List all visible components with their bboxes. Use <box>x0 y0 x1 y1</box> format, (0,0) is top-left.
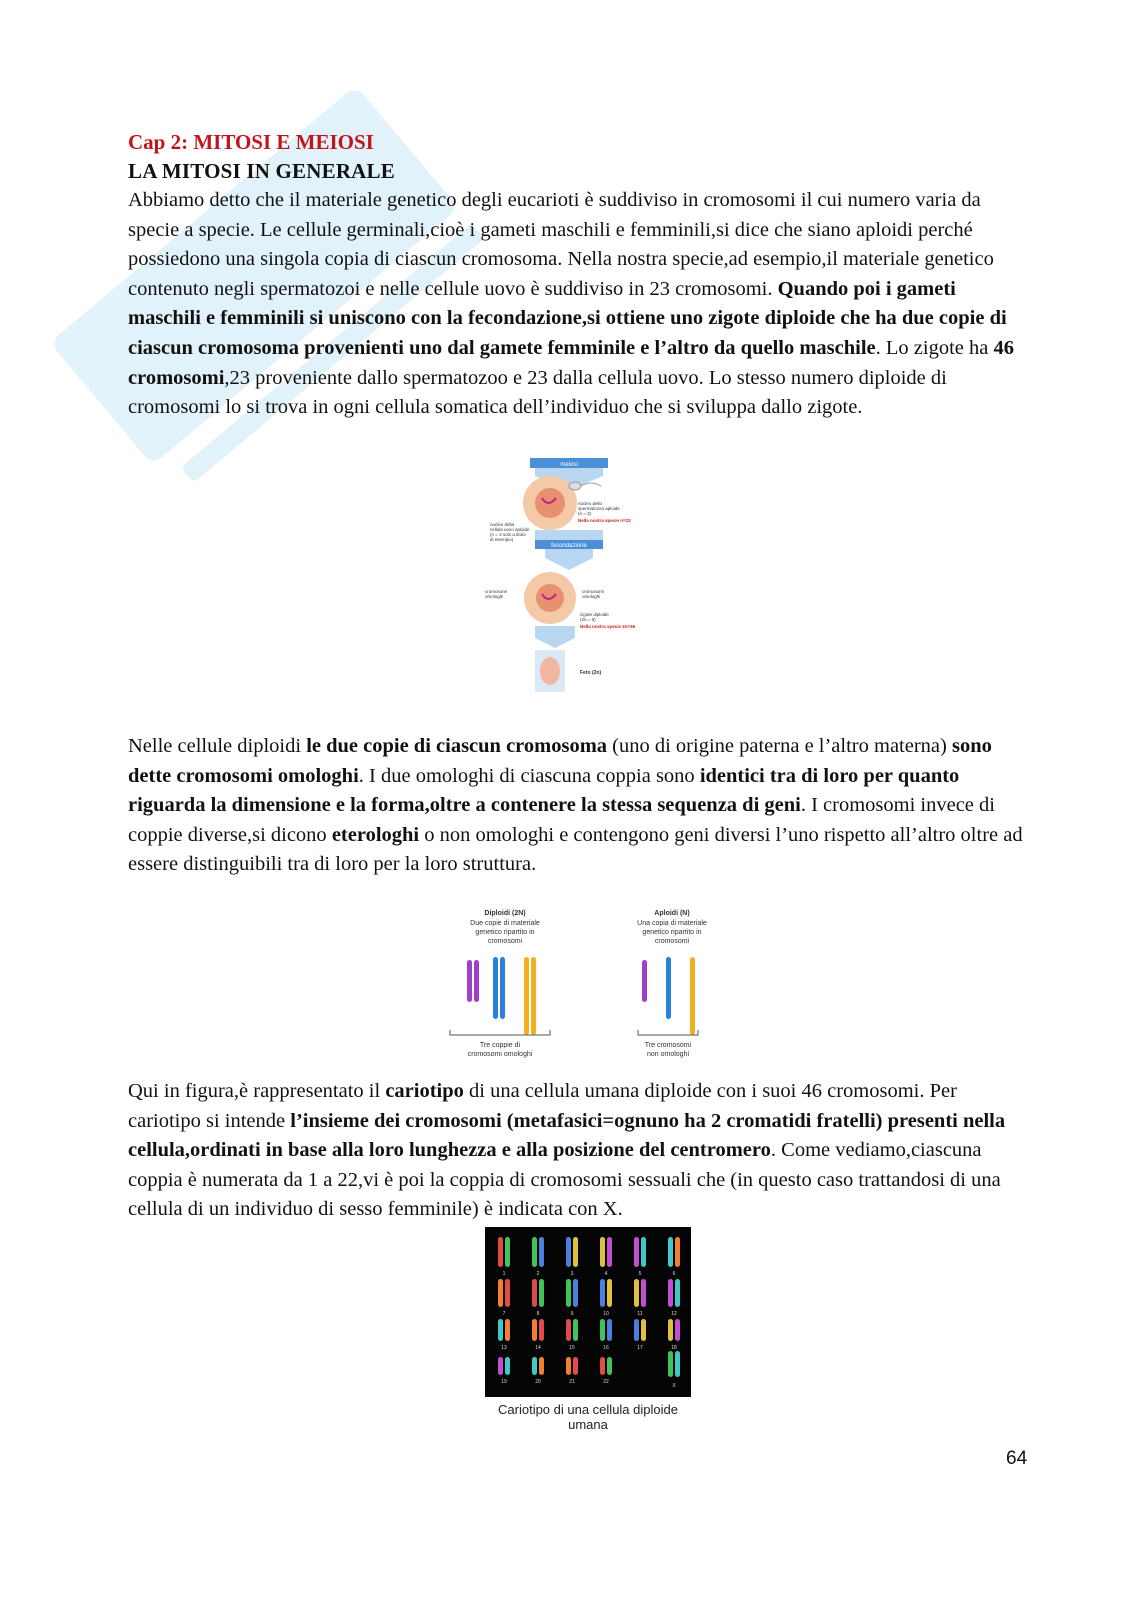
karyotype-figure <box>485 1227 691 1397</box>
pair-number-2: 2 <box>536 1271 540 1277</box>
haploid-title: Aploidi (N) <box>654 910 690 917</box>
pair-number-18: 18 <box>671 1345 677 1351</box>
pair-number-22: 22 <box>603 1379 609 1385</box>
diploid-desc-3: cromosomi <box>487 938 523 945</box>
label-nucleo-sperm-1: nucleo dello <box>578 501 603 506</box>
sperm-cell <box>569 482 581 490</box>
chromosome-9-1 <box>566 1279 571 1307</box>
section-title: LA MITOSI IN GENERALE <box>128 159 395 183</box>
chromosome-21-1 <box>566 1357 571 1375</box>
chromosome-20-1 <box>532 1357 537 1375</box>
chromosome-X-2 <box>675 1351 680 1377</box>
chromosome-19-2 <box>505 1357 510 1375</box>
chromosome-5-1 <box>634 1237 639 1267</box>
label-nucleo-sperm-2: spermatozoo aploide <box>578 506 620 511</box>
karyotype-caption: Cariotipo di una cellula diploide umana <box>498 1402 678 1432</box>
haploid-purple <box>642 960 647 1002</box>
pair-number-9: 9 <box>570 1311 574 1317</box>
chromosome-6-1 <box>668 1237 673 1267</box>
pair-number-17: 17 <box>637 1345 643 1351</box>
chromosome-5-2 <box>641 1237 646 1267</box>
chromosome-14-2 <box>539 1319 544 1341</box>
fetus-icon <box>540 657 560 685</box>
karyotype-background <box>485 1227 691 1397</box>
chromosome-18-2 <box>675 1319 680 1341</box>
pair-number-12: 12 <box>671 1311 677 1317</box>
label-nucleo-uovo-3: (n = 3 solo a titolo <box>490 532 526 537</box>
chromosome-15-2 <box>573 1319 578 1341</box>
chromosome-18-1 <box>668 1319 673 1341</box>
pair-number-14: 14 <box>535 1345 541 1351</box>
chromosome-9-2 <box>573 1279 578 1307</box>
page-content-3 <box>128 1077 1028 1225</box>
haploid-caption-1: Tre cromosomi <box>644 1042 692 1049</box>
chromosome-17-2 <box>641 1319 646 1341</box>
chromosome-14-1 <box>532 1319 537 1341</box>
pair-number-16: 16 <box>603 1345 609 1351</box>
pair-number-4: 4 <box>604 1271 608 1277</box>
diploid-caption-1: Tre coppie di <box>479 1042 521 1049</box>
chromosome-10-1 <box>600 1279 605 1307</box>
paragraph-cariotipo: Qui in figura,è rappresentato il cariotipo di una cellula umana diploide con i suoi 46 cromosomi. Per cariotipo si intende l’insieme dei cromosomi (metafasici=ognuno ha 2 cromatidi fratelli) presenti nella cellula,ordinati in base alla loro lunghezza e alla posizione del centromero. Come vediamo,ciascuna coppia è numerata da 1 a 22,vi è poi la coppia di cromosomi sessuali che (in questo caso trattandosi di una cellula di un individuo di sesso femminile) è indicata con X. <box>128 1080 1006 1221</box>
chromosome-yellow-1 <box>524 957 529 1035</box>
fertilization-figure <box>485 458 680 720</box>
label-nucleo-uovo-2: cellula uovo aploide <box>490 527 530 532</box>
chromosome-8-1 <box>532 1279 537 1307</box>
chromosome-20-2 <box>539 1357 544 1375</box>
label-nucleo-uovo-1: nucleo della <box>490 522 515 527</box>
pair-number-20: 20 <box>535 1379 541 1385</box>
chromosome-12-1 <box>668 1279 673 1307</box>
label-omologhi-left-1: cromosomi <box>485 589 508 594</box>
chromosome-4-2 <box>607 1237 612 1267</box>
pair-number-X: X <box>672 1383 676 1389</box>
chromosome-blue-2 <box>500 957 505 1019</box>
chromosome-blue-1 <box>493 957 498 1019</box>
pair-number-21: 21 <box>569 1379 575 1385</box>
chromosome-13-2 <box>505 1319 510 1341</box>
haploid-desc-2: genetico ripartito in <box>642 929 702 936</box>
pair-number-10: 10 <box>603 1311 609 1317</box>
label-nostra-n: Nella nostra specie n=23 <box>578 518 631 523</box>
chromosome-2-2 <box>539 1237 544 1267</box>
chromosome-17-1 <box>634 1319 639 1341</box>
chromosome-10-2 <box>607 1279 612 1307</box>
chromosome-19-1 <box>498 1357 503 1375</box>
chromosome-purple-1 <box>467 960 472 1002</box>
chromosome-11-1 <box>634 1279 639 1307</box>
chromosome-3-1 <box>566 1237 571 1267</box>
diploid-title: Diploidi (2N) <box>484 910 526 917</box>
label-feto: Feto (2n) <box>580 670 602 676</box>
chromosome-16-2 <box>607 1319 612 1341</box>
haploid-caption-2: non omologhi <box>646 1051 690 1058</box>
paragraph-omologhi: Nelle cellule diploidi le due copie di ciascun cromosoma (uno di origine paterna e l’altro materna) sono dette cromosomi omologhi. I due omologhi di ciascuna coppia sono identici tra di loro per quanto riguarda la dimensione e la forma,oltre a contenere la stessa sequenza di geni. I cromosomi invece di coppie diverse,si dicono eterologhi o non omologhi e contengono geni diversi l’uno rispetto all’altro oltre ad essere distinguibili tra di loro per la loro struttura. <box>128 735 1023 876</box>
chromosome-2-1 <box>532 1237 537 1267</box>
label-omologhi-right-2: omologhi <box>582 594 601 599</box>
diploid-haploid-figure <box>440 905 730 1065</box>
chromosome-X-1 <box>668 1351 673 1377</box>
chromosome-8-2 <box>539 1279 544 1307</box>
page-content-2 <box>128 732 1028 880</box>
pair-number-7: 7 <box>502 1311 506 1317</box>
pair-number-13: 13 <box>501 1345 507 1351</box>
haploid-blue <box>666 957 671 1019</box>
chromosome-11-2 <box>641 1279 646 1307</box>
pair-number-1: 1 <box>502 1271 506 1277</box>
chromosome-6-2 <box>675 1237 680 1267</box>
label-nucleo-uovo-4: di esempio) <box>490 537 514 542</box>
chromosome-1-2 <box>505 1237 510 1267</box>
chromosome-13-1 <box>498 1319 503 1341</box>
chromosome-7-1 <box>498 1279 503 1307</box>
haploid-desc-1: Una copia di materiale <box>637 920 707 927</box>
pair-number-3: 3 <box>570 1271 574 1277</box>
diploid-desc-2: genetico ripartito in <box>475 929 535 936</box>
label-nostra-2n: Nella nostra specie 2n=46 <box>580 624 636 629</box>
pair-number-19: 19 <box>501 1379 507 1385</box>
fecondazione-label: fecondazione <box>551 543 587 549</box>
chromosome-12-2 <box>675 1279 680 1307</box>
chromosome-purple-2 <box>474 960 479 1002</box>
chromosome-3-2 <box>573 1237 578 1267</box>
chromosome-16-1 <box>600 1319 605 1341</box>
chapter-title: Cap 2: MITOSI E MEIOSI <box>128 130 374 154</box>
haploid-desc-3: cromosomi <box>654 938 690 945</box>
pair-number-11: 11 <box>637 1311 643 1317</box>
page-number: 64 <box>1006 1448 1028 1469</box>
pair-number-15: 15 <box>569 1345 575 1351</box>
label-omologhi-right-1: cromosomi <box>582 589 605 594</box>
chromosome-1-1 <box>498 1237 503 1267</box>
pair-number-5: 5 <box>638 1271 642 1277</box>
label-zigote-2: (2n = 6) <box>580 617 596 622</box>
page-content <box>128 128 1028 423</box>
diploid-caption-2: cromosomi omologhi <box>467 1051 533 1058</box>
chromosome-4-1 <box>600 1237 605 1267</box>
diploid-desc-1: Due copie di materiale <box>470 920 540 927</box>
label-omologhi-left-2: omologhi <box>485 594 504 599</box>
label-nucleo-sperm-3: (n = 3) <box>578 511 592 516</box>
label-zigote-1: zigote diploide <box>580 612 609 617</box>
chromosome-15-1 <box>566 1319 571 1341</box>
chromosome-22-2 <box>607 1357 612 1375</box>
chromosome-21-2 <box>573 1357 578 1375</box>
chromosome-7-2 <box>505 1279 510 1307</box>
pair-number-8: 8 <box>536 1311 540 1317</box>
paragraph-intro: Abbiamo detto che il materiale genetico degli eucarioti è suddiviso in cromosomi il cui numero varia da specie a specie. Le cellule germinali,cioè i gameti maschili e femminili,si dice che siano aploidi perché possiedono una singola copia di ciascun cromosoma. Nella nostra specie,ad esempio,il materiale genetico contenuto negli spermatozoi e nelle cellule uovo è suddiviso in 23 cromosomi. Quando poi i gameti maschili e femminili si uniscono con la fecondazione,si ottiene uno zigote diploide che ha due copie di ciascun cromosoma provenienti uno dal gamete femminile e l’altro da quello maschile. Lo zigote ha 46 cromosomi,23 proveniente dallo spermatozoo e 23 dalla cellula uovo. Lo stesso numero diploide di cromosomi lo si trova in ogni cellula somatica dell’individuo che si sviluppa dallo zigote. <box>128 189 1014 419</box>
chromosome-22-1 <box>600 1357 605 1375</box>
haploid-bracket <box>638 1030 698 1035</box>
meiosi-label: meiosi <box>560 462 578 468</box>
haploid-yellow <box>690 957 695 1035</box>
pair-number-6: 6 <box>672 1271 676 1277</box>
chromosome-yellow-2 <box>531 957 536 1035</box>
